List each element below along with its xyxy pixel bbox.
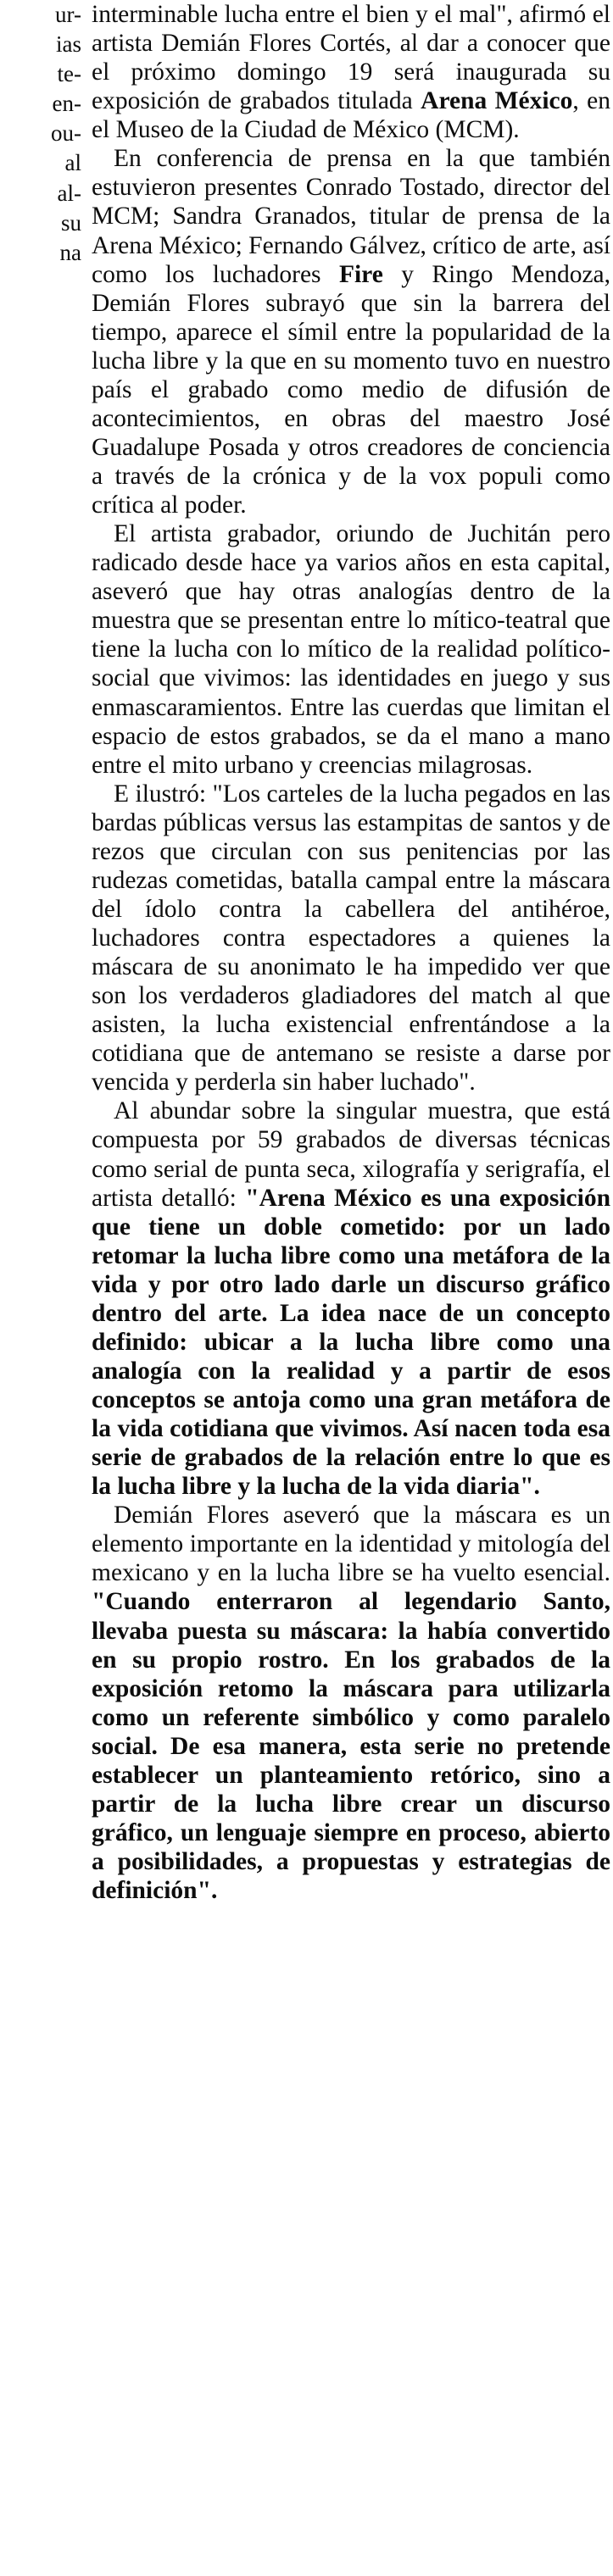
text-run: Al abundar sobre la singular muestra, que está compuesta por 59 grabados de diversas técnicas como serial de punta seca, xilografía y serigrafía, el artista detalló: (92, 1097, 610, 1212)
text-run: Demián Flores aseveró que la máscara es un elemento importante en la identidad y mitología del mexicano y en la lucha libre se ha vuelto esencial. (92, 1502, 610, 1587)
fragment-line: al- (57, 180, 81, 206)
artist-quote: "Arena México es una exposición que tiene un doble cometido: por un lado retomar la lucha libre como una metáfora de la vida y por otro lado darle un discurso gráfico dentro del arte. La idea nace de un concepto definido: ubicar a la lucha libre como una analogía con la realidad y a partir de esos conceptos se antoja como una gran metáfora de la vida cotidiana que vivimos. Así nacen toda esa serie de grabados de la relación entre lo que es la lucha libre y la lucha de la vida diaria". (92, 1184, 610, 1501)
article-column (92, 0, 610, 2576)
fragment-line: ias (56, 31, 81, 58)
paragraph-2 (92, 144, 610, 519)
fragment-line: ou- (51, 120, 81, 147)
wrestler-name: Fire (338, 260, 383, 288)
text-run: E ilustró: "Los carteles de la lucha pegados en las bardas públicas versus las estampitas de santos y de rezos que circulan con sus penitencias por las rudezas cometidas, batalla campal entre la máscara del ídolo contra la cabellera del antihéroe, luchadores contra espectadores a quienes la máscara de su anonimato le ha impedido ver que son los verdaderos gladiadores del match al que asisten, la lucha existencial enfrentándose a la cotidiana que de antemano se resiste a darse por vencida y perderla sin haber luchado". (92, 780, 610, 1096)
paragraph-1 (92, 0, 610, 144)
fragment-line: al (64, 150, 81, 176)
exhibition-title: Arena México (421, 87, 573, 115)
text-run: En conferencia de prensa en la que también estuvieron presentes Conrado Tostado, director del MCM; Sandra Granados, titular de prensa de la Arena México; Fernando Gálvez, crítico de arte, así como los luchadores (92, 145, 610, 288)
fragment-line: na (59, 239, 81, 265)
fragment-line: su (60, 209, 81, 236)
text-run: El artista grabador, oriundo de Juchitán pero radicado desde hace ya varios años en esta capital, aseveró que hay otras analogías dentro de la muestra que se presentan entre lo mítico-teatral que tiene la lucha con lo mítico de la realidad político-social que vivimos: las identidades en juego y sus enmascaramientos. Entre las cuerdas que limitan el espacio de estos grabados, se da el mano a mano entre el mito urbano y creencias milagrosas. (92, 520, 610, 779)
fragment-line: te- (57, 61, 81, 87)
text-run: y Ringo Mendoza, Demián Flores subrayó que sin la barrera del tiempo, aparece el símil entre la popularidad de la lucha libre y la que en su momento tuvo en nuestro país el grabado como medio de difusión de acontecimientos, en obras del maestro José Guadalupe Posada y otros creadores de conciencia a través de la crónica y de la vox populi como crítica al poder. (92, 260, 610, 519)
artist-quote: "Cuando enterraron al legendario Santo, llevaba puesta su máscara: la había convertido en su propio rostro. En los grabados de la exposición retomo la máscara para utilizarla como un referente simbólico y como paralelo social. De esa manera, esta serie no pretende establecer un planteamiento retórico, sino a partir de la lucha libre crear un discurso gráfico, un lenguaje siempre en proceso, abierto a posibilidades, a propuestas y estrategias de definición". (92, 1588, 610, 1905)
paragraph-5 (92, 1096, 610, 1501)
paragraph-6 (92, 1501, 610, 1905)
left-column-fragment (0, 0, 81, 268)
fragment-line: ur- (55, 2, 81, 27)
text-run: , en el Museo de la Ciudad de México (MCM). (92, 87, 610, 144)
text-run: interminable lucha entre el bien y el mal", afirmó el artista Demián Flores Cortés, al dar a conocer que el próximo domingo 19 será inaugurada su exposición de grabados titulada (92, 1, 610, 115)
paragraph-3 (92, 519, 610, 780)
paragraph-4 (92, 780, 610, 1097)
fragment-line: en- (52, 91, 81, 117)
